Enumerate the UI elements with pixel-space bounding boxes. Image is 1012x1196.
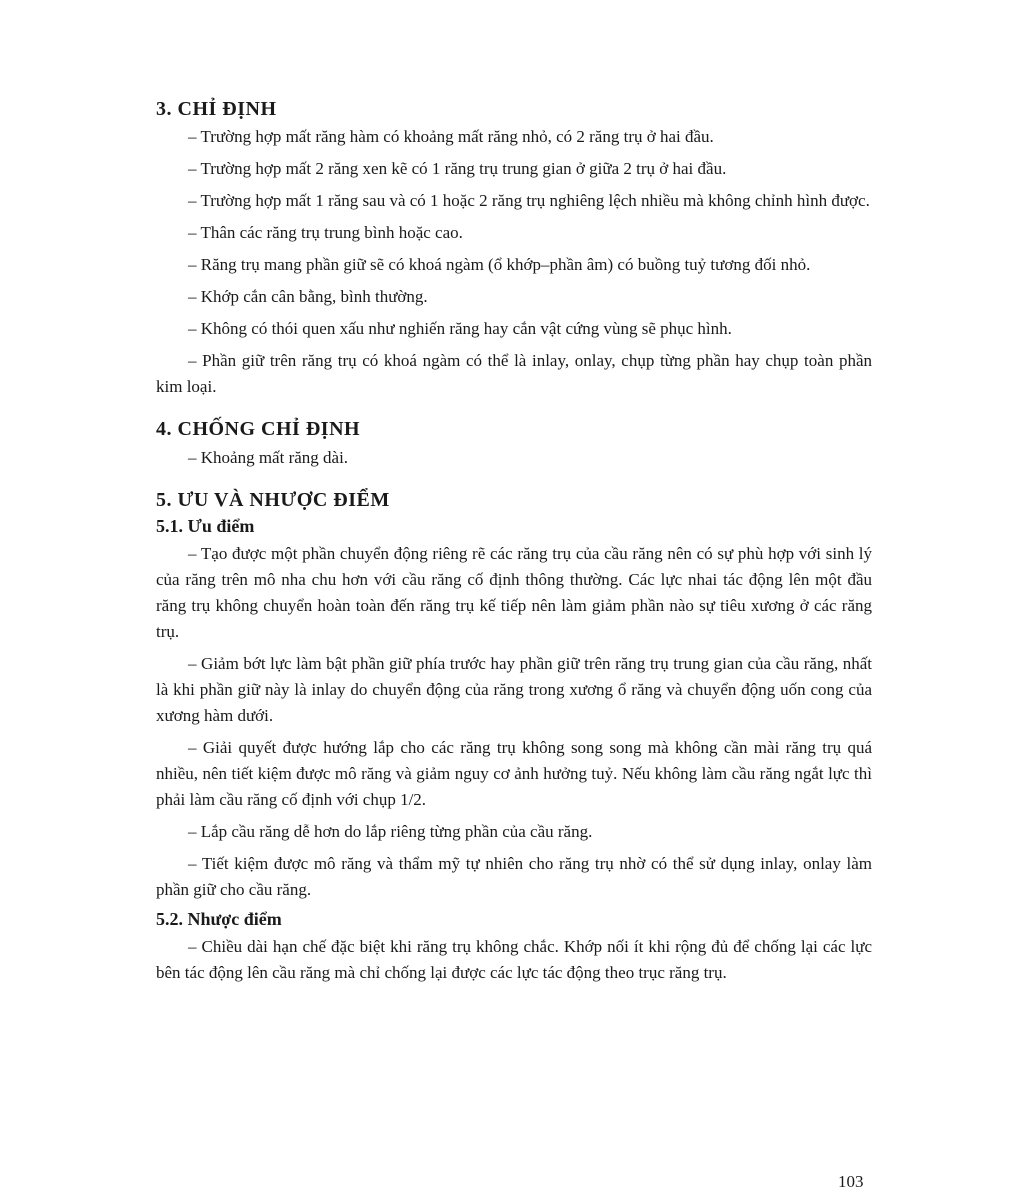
- paragraph: – Tiết kiệm được mô răng và thẩm mỹ tự nhiên cho răng trụ nhờ có thể sử dụng inlay, onlay làm phần giữ cho cầu răng.: [156, 854, 872, 899]
- paragraph: – Lắp cầu răng dễ hơn do lắp riêng từng phần của cầu răng.: [188, 822, 593, 841]
- paragraph: – Giải quyết được hướng lắp cho các răng trụ không song song mà không cần mài răng trụ quá nhiều, nên tiết kiệm được mô răng và giảm nguy cơ ảnh hưởng tuỷ. Nếu không làm cầu răng ngắt lực thì phải làm cầu răng cố định với chụp 1/2.: [156, 738, 872, 809]
- paragraph: – Trường hợp mất răng hàm có khoảng mất răng nhỏ, có 2 răng trụ ở hai đầu.: [188, 127, 714, 146]
- page-number: 103: [838, 1172, 864, 1191]
- paragraph: – Không có thói quen xấu như nghiến răng hay cắn vật cứng vùng sẽ phục hình.: [188, 319, 732, 338]
- section-indications: [156, 98, 872, 400]
- section-title: 3. CHỈ ĐỊNH: [156, 98, 277, 120]
- subsection-title: 5.1. Ưu điểm: [156, 516, 255, 536]
- paragraph: – Giảm bớt lực làm bật phần giữ phía trước hay phần giữ trên răng trụ trung gian của cầu răng, nhất là khi phần giữ này là inlay do chuyển động của răng trong xương ổ răng và chuyển động uốn cong của xương hàm dưới.: [156, 654, 872, 725]
- paragraph: – Trường hợp mất 2 răng xen kẽ có 1 răng trụ trung gian ở giữa 2 trụ ở hai đầu.: [188, 159, 727, 178]
- paragraph: – Khớp cắn cân bằng, bình thường.: [188, 287, 428, 306]
- paragraph: – Trường hợp mất 1 răng sau và có 1 hoặc 2 răng trụ nghiêng lệch nhiều mà không chỉnh hình được.: [188, 191, 870, 210]
- paragraph: – Răng trụ mang phần giữ sẽ có khoá ngàm (ổ khớp–phần âm) có buồng tuỷ tương đối nhỏ.: [188, 255, 811, 274]
- paragraph: – Khoảng mất răng dài.: [188, 448, 349, 467]
- section-title: 4. CHỐNG CHỈ ĐỊNH: [156, 418, 361, 440]
- subsection-disadvantages: [156, 909, 872, 986]
- subsection-advantages: [156, 516, 872, 903]
- section-pros-cons: [156, 489, 872, 986]
- section-title: 5. ƯU VÀ NHƯỢC ĐIỂM: [156, 489, 390, 511]
- paragraph: – Chiều dài hạn chế đặc biệt khi răng trụ không chắc. Khớp nối ít khi rộng đủ để chống lại các lực bên tác động lên cầu răng mà chỉ chống lại được các lực tác động theo trục răng trụ.: [156, 937, 872, 982]
- document-page: [156, 98, 872, 986]
- paragraph: – Phần giữ trên răng trụ có khoá ngàm có thể là inlay, onlay, chụp từng phần hay chụp toàn phần kim loại.: [156, 351, 872, 396]
- paragraph: – Tạo được một phần chuyển động riêng rẽ các răng trụ của cầu răng nên có sự phù hợp với sinh lý của răng trên mô nha chu hơn với cầu răng cố định thông thường. Các lực nhai tác động lên một đầu răng trụ không chuyển hoàn toàn đến răng trụ kế tiếp nên làm giảm phần nào sự tiêu xương ở các răng trụ.: [156, 544, 872, 641]
- subsection-title: 5.2. Nhược điểm: [156, 909, 282, 929]
- paragraph: – Thân các răng trụ trung bình hoặc cao.: [188, 223, 463, 242]
- section-contraindications: [156, 418, 872, 471]
